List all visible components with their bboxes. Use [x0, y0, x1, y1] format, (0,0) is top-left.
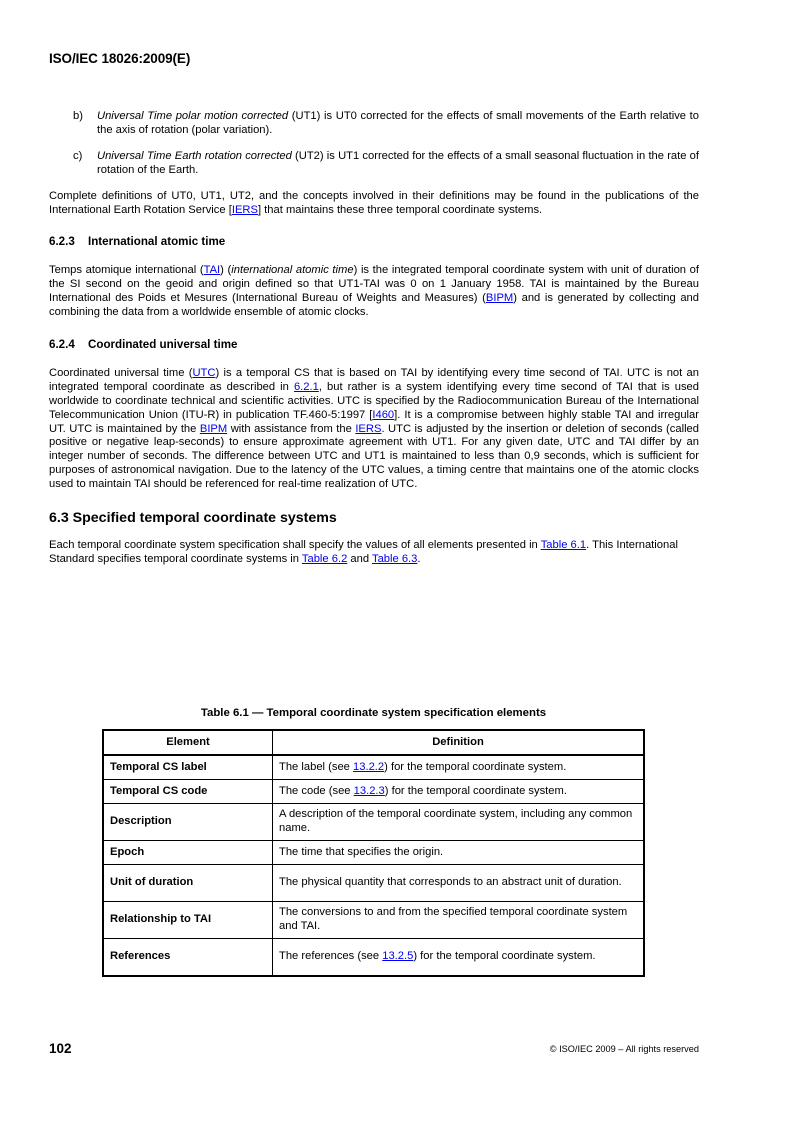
text: ) and is generated by collecting and combining the data from a worldwide ensemble of atomic clocks. — [49, 292, 699, 319]
cell-element: Temporal CS label — [103, 755, 273, 780]
copyright-notice: © ISO/IEC 2009 – All rights reserved — [549, 1044, 699, 1054]
page-number: 102 — [49, 1041, 72, 1056]
cell-element: Epoch — [103, 841, 273, 865]
document-header-id: ISO/IEC 18026:2009(E) — [49, 51, 191, 66]
text: ) for the temporal coordinate system. — [384, 760, 567, 773]
list-marker: c) — [73, 149, 83, 162]
table-row — [103, 865, 644, 902]
link-13-2-3[interactable]: 13.2.3 — [353, 784, 385, 797]
heading-6-3: 6.3 Specified temporal coordinate systems — [49, 510, 337, 527]
spec-elements-table — [102, 729, 645, 977]
table-row — [103, 780, 644, 804]
main-content — [49, 110, 699, 567]
section-title: Coordinated universal time — [88, 337, 238, 351]
text: Coordinated universal time ( — [49, 366, 193, 379]
text: ] that maintains these three temporal coordinate systems. — [257, 203, 543, 216]
text: . — [417, 552, 421, 565]
text: UTC is not an integrated temporal coordinate as described in — [49, 366, 699, 393]
cell-definition: The time that specifies the origin. — [273, 841, 645, 865]
text: The references (see — [279, 950, 383, 963]
table-row — [103, 939, 644, 977]
section-title: International atomic time — [88, 235, 226, 249]
text: . UTC is adjusted by the insertion or deletion of seconds (called positive or negative leap-seconds) to ensure approximate agreement with UT1. For any given date, UTC and TAI differ by an integer number of seconds. The difference between UTC and UT1 is maintained to less than 0,9 seconds, which is sufficient for purposes of astronomical navigation. Due to the latency of the UTC values, a timing centre that maintains one of the atomic clocks used to maintain TAI should be referenced for real-time realization of UTC. — [49, 422, 699, 491]
link-iers[interactable]: IERS — [355, 422, 382, 435]
list-marker: b) — [73, 110, 83, 122]
cell-element: Unit of duration — [103, 865, 273, 902]
text: ) is a temporal CS that is based on TAI by identifying every time second of TAI — [215, 366, 620, 379]
text: ) is the integrated temporal coordinate system with unit of duration of the SI second on the geoid and origin defined so that UT1-TAI was 0 on 1 January 1958. TAI is maintained by the Bureau International des Poids et Mesures (International Bureau of Weights and Measures) ( — [49, 264, 699, 305]
cell-definition: The conversions to and from the specified temporal coordinate system and TAI. — [273, 902, 645, 939]
cell-element: Temporal CS code — [103, 780, 273, 804]
text: and — [347, 552, 372, 565]
link-6-2-1[interactable]: 6.2.1 — [293, 380, 319, 393]
cell-definition — [273, 780, 645, 804]
link-bipm[interactable]: BIPM — [485, 292, 514, 305]
list-item-b — [49, 110, 699, 138]
paragraph-complete-definitions — [49, 190, 699, 218]
section-number: 6.2.3 — [49, 235, 75, 249]
heading-6-2-3 — [49, 235, 699, 249]
text: , but rather is a system identifying every time second of TAI that is used worldwide to coordinate technical and scientific activities. UTC is specified by the Radiocommunication Bureau of the International Telecommunication Union (ITU-R) in publication TF.460-5:1997 [ — [49, 380, 699, 421]
paragraph-utc — [49, 367, 699, 492]
text: Each temporal coordinate system specification shall specify the values of all elements presented in — [49, 538, 541, 551]
link-i460[interactable]: I460 — [372, 408, 395, 421]
text: with assistance from the — [227, 422, 356, 435]
link-utc[interactable]: UTC — [192, 366, 216, 379]
text: ) ( — [220, 264, 232, 277]
text: The label (see — [279, 760, 354, 773]
cell-element: References — [103, 939, 273, 977]
section-number: 6.2.4 — [49, 337, 75, 351]
cell-definition — [273, 939, 645, 977]
link-13-2-5[interactable]: 13.2.5 — [382, 950, 414, 963]
italic-term: international atomic time — [231, 264, 354, 277]
text: . This International Standard specifies temporal coordinate systems in — [49, 538, 678, 565]
cell-element: Description — [103, 804, 273, 841]
text: ]. It is a compromise between highly stable TAI and irregular UT. UTC is maintained by the — [49, 408, 699, 435]
link-table-6-2[interactable]: Table 6.2 — [301, 552, 348, 565]
cell-definition: A description of the temporal coordinate system, including any common name. — [273, 804, 645, 841]
heading-6-2-4 — [49, 338, 699, 352]
link-table-6-3[interactable]: Table 6.3 — [371, 552, 418, 565]
text: ) for the temporal coordinate system. — [384, 784, 567, 797]
list-text: (UT1) is UT0 corrected for the effects of small movements of the Earth relative to the axis of rotation (polar variation). — [97, 110, 699, 136]
list-item-c — [49, 150, 699, 178]
text: Temps atomique international ( — [49, 264, 204, 277]
cell-definition — [273, 755, 645, 780]
table-row — [103, 804, 644, 841]
paragraph-tai — [49, 264, 699, 320]
link-table-6-1[interactable]: Table 6.1 — [540, 538, 587, 551]
column-header-definition: Definition — [273, 730, 645, 755]
text: ) for the temporal coordinate system. — [413, 950, 596, 963]
cell-element: Relationship to TAI — [103, 902, 273, 939]
table-row — [103, 841, 644, 865]
link-bipm[interactable]: BIPM — [199, 422, 228, 435]
text: Complete definitions of UT0, UT1, UT2, and the concepts involved in their definitions may be found in the publications of the International Earth Rotation Service [ — [49, 189, 699, 216]
link-tai[interactable]: TAI — [203, 264, 221, 277]
table-row — [103, 902, 644, 939]
table-row — [103, 755, 644, 780]
red-period-mark: . — [619, 366, 623, 379]
table-caption: Table 6.1 — Temporal coordinate system specification elements — [200, 707, 547, 719]
term-italic: Universal Time Earth rotation corrected — [97, 149, 292, 162]
term-italic: Universal Time polar motion corrected — [97, 110, 289, 122]
cell-definition: The physical quantity that corresponds to an abstract unit of duration. — [273, 865, 645, 902]
link-13-2-2[interactable]: 13.2.2 — [353, 760, 385, 773]
column-header-element: Element — [103, 730, 273, 755]
link-iers[interactable]: IERS — [231, 203, 258, 216]
table-header-row — [103, 730, 644, 755]
paragraph-specified-systems — [49, 539, 699, 567]
text: The code (see — [279, 784, 354, 797]
list-text: (UT2) is UT1 corrected for the effects of a small seasonal fluctuation in the rate of rotation of the Earth. — [97, 149, 699, 176]
